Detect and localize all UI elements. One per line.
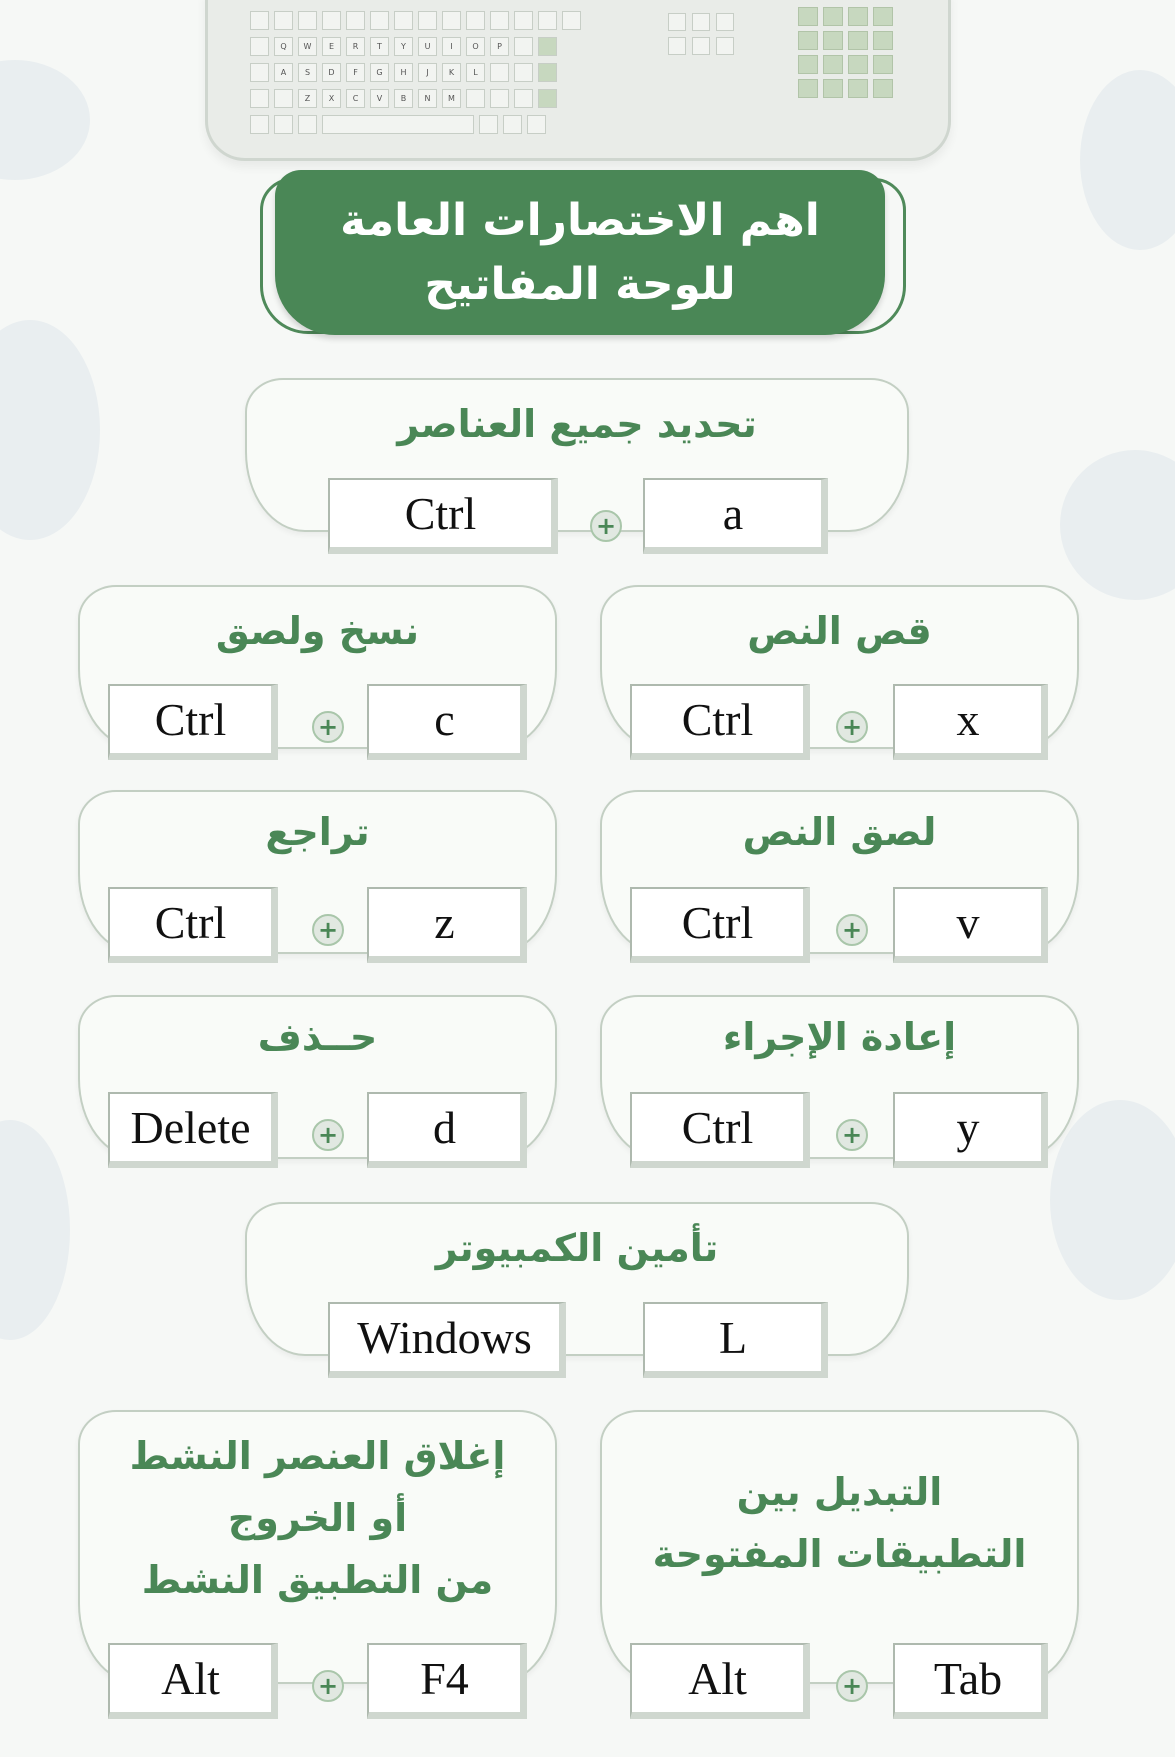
key-delete: Delete: [108, 1092, 278, 1168]
card-title-line-3: من التطبيق النشط: [141, 1558, 494, 1602]
card-title: تحديد جميع العناصر: [397, 402, 757, 446]
key-ctrl: Ctrl: [328, 478, 558, 554]
card-title-line-2: أو الخروج: [227, 1496, 408, 1540]
keyboard-keys: Q W E R T Y U I O P A S D F G H J K L Z X C V B N M: [250, 11, 630, 141]
background-blob: [0, 60, 90, 180]
key-x: x: [893, 684, 1048, 760]
plus-icon: +: [836, 914, 868, 946]
plus-icon: +: [836, 1119, 868, 1151]
key-v: v: [893, 887, 1048, 963]
background-blob: [0, 320, 100, 540]
title-line-1: اهم الاختصارات العامة: [340, 194, 820, 246]
keyboard-nav-keys: [668, 13, 734, 55]
background-blob: [1080, 70, 1175, 250]
plus-icon: +: [836, 711, 868, 743]
card-title: نسخ ولصق: [215, 609, 420, 653]
plus-icon: +: [836, 1670, 868, 1702]
key-ctrl: Ctrl: [630, 684, 810, 760]
key-windows: Windows: [328, 1302, 566, 1378]
plus-icon: +: [590, 510, 622, 542]
card-title-line-2: التطبيقات المفتوحة: [652, 1532, 1027, 1576]
card-title-line-1: التبديل بين: [736, 1470, 943, 1514]
card-title: تأمين الكمبيوتر: [435, 1226, 719, 1270]
card-title: تراجع: [265, 810, 370, 854]
card-title: إعادة الإجراء: [722, 1015, 957, 1059]
key-d: d: [367, 1092, 527, 1168]
card-title: لصق النص: [742, 810, 937, 854]
title-line-2: للوحة المفاتيح: [424, 258, 736, 310]
key-z: z: [367, 887, 527, 963]
key-f4: F4: [367, 1643, 527, 1719]
key-ctrl: Ctrl: [108, 887, 278, 963]
card-title-line-1: إغلاق العنصر النشط: [129, 1434, 506, 1478]
key-l: L: [643, 1302, 828, 1378]
key-alt: Alt: [108, 1643, 278, 1719]
plus-icon: +: [312, 711, 344, 743]
keyboard-illustration: [205, 0, 951, 161]
key-alt: Alt: [630, 1643, 810, 1719]
plus-icon: +: [312, 914, 344, 946]
keyboard-numpad: [798, 7, 893, 98]
page-title: [275, 170, 885, 335]
card-title: قص النص: [747, 609, 932, 653]
background-blob: [1060, 450, 1175, 600]
background-blob: [0, 1120, 70, 1340]
key-tab: Tab: [893, 1643, 1048, 1719]
card-title: حــذف: [257, 1015, 378, 1059]
key-a: a: [643, 478, 828, 554]
plus-icon: +: [312, 1670, 344, 1702]
key-c: c: [367, 684, 527, 760]
key-y: y: [893, 1092, 1048, 1168]
background-blob: [1050, 1100, 1175, 1300]
key-ctrl: Ctrl: [630, 1092, 810, 1168]
key-ctrl: Ctrl: [630, 887, 810, 963]
plus-icon: +: [312, 1119, 344, 1151]
key-ctrl: Ctrl: [108, 684, 278, 760]
